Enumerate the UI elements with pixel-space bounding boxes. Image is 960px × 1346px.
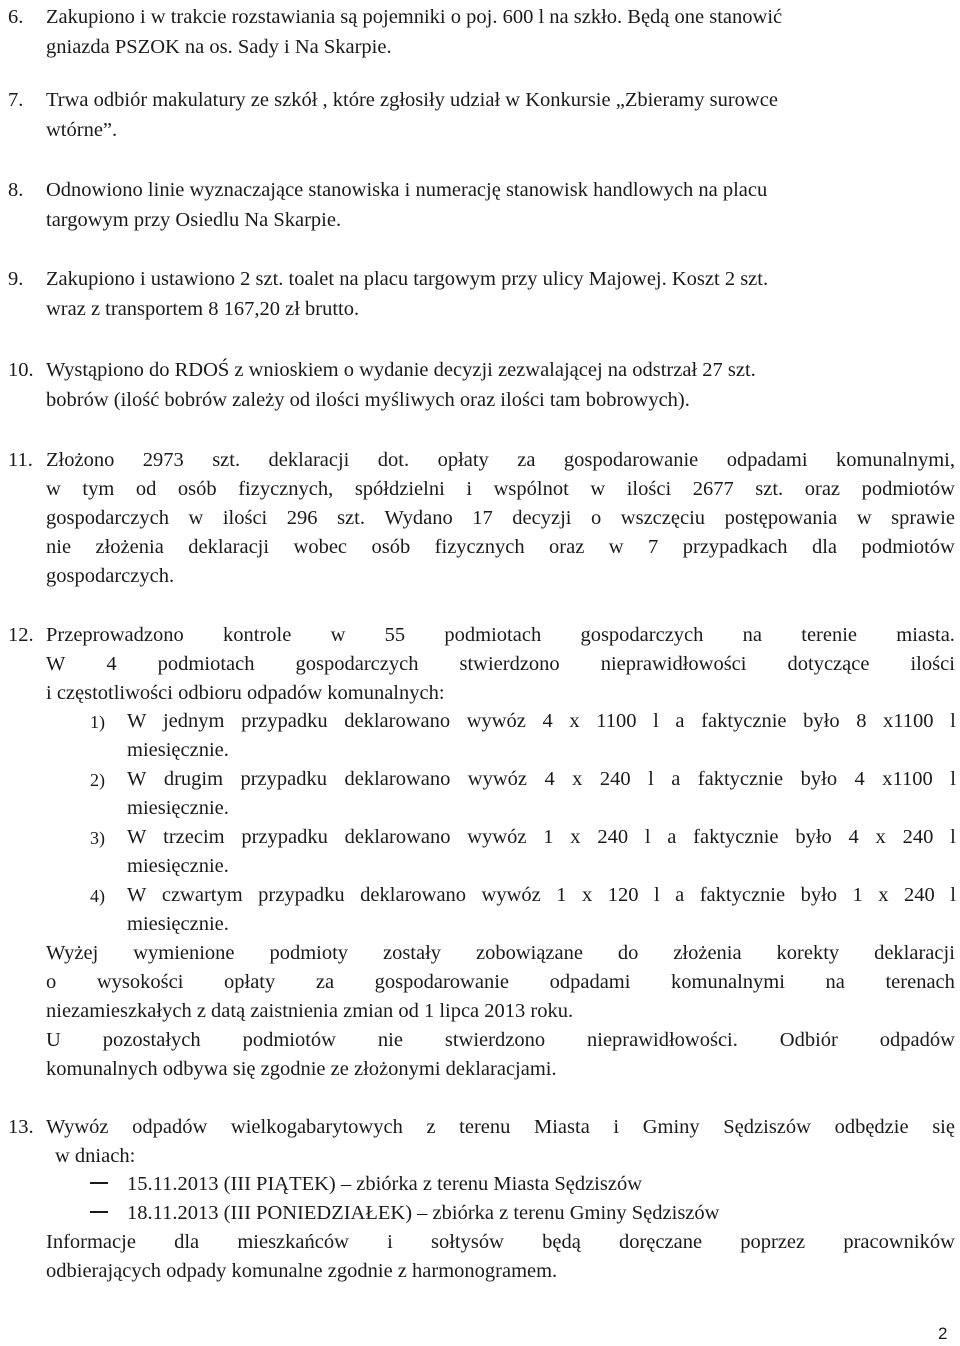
item-line-justified: o wysokości opłaty za gospodarowanie odpadami komunalnymi na terenach: [46, 971, 955, 993]
sub-line: miesięcznie.: [127, 797, 229, 819]
item-line-justified: gospodarczych w ilości 296 szt. Wydano 17 decyzji o wszczęciu postępowania w sprawie: [46, 507, 955, 529]
item-number: 8.: [8, 179, 24, 201]
item-line: Wystąpiono do RDOŚ z wnioskiem o wydanie decyzji zezwalającej na odstrzał 27 szt.: [46, 359, 756, 381]
sub-line: miesięcznie.: [127, 739, 229, 761]
date-line: 18.11.2013 (III PONIEDZIAŁEK) – zbiórka z terenu Gminy Sędziszów: [127, 1202, 720, 1224]
item-line: bobrów (ilość bobrów zależy od ilości myśliwych oraz ilości tam bobrowych).: [46, 389, 690, 411]
item-line: niezamieszkałych z datą zaistnienia zmian od 1 lipca 2013 roku.: [46, 1000, 574, 1022]
sub-line-justified: W drugim przypadku deklarowano wywóz 4 x 240 l a faktycznie było 4 x1100 l: [127, 768, 956, 790]
item-line: komunalnych odbywa się zgodnie ze złożonymi deklaracjami.: [46, 1058, 557, 1080]
item-number: 13.: [8, 1116, 34, 1138]
sub-number: 1): [90, 712, 105, 732]
item-number: 10.: [8, 359, 34, 381]
item-number: 6.: [8, 6, 24, 28]
sub-number: 2): [90, 770, 105, 790]
item-line-justified: Wywóz odpadów wielkogabarytowych z terenu Miasta i Gminy Sędziszów odbędzie się: [46, 1116, 955, 1138]
item-line-justified: U pozostałych podmiotów nie stwierdzono nieprawidłowości. Odbiór odpadów: [46, 1029, 955, 1051]
item-line: i częstotliwości odbioru odpadów komunalnych:: [46, 682, 445, 704]
item-number: 11.: [8, 449, 33, 471]
item-line: gniazda PSZOK na os. Sady i Na Skarpie.: [46, 36, 392, 58]
item-line: w dniach:: [55, 1145, 136, 1167]
sub-number: 3): [90, 828, 105, 848]
item-number: 9.: [8, 268, 24, 290]
item-line: Zakupiono i ustawiono 2 szt. toalet na placu targowym przy ulicy Majowej. Koszt 2 szt.: [46, 268, 769, 290]
sub-line-justified: W trzecim przypadku deklarowano wywóz 1 x 240 l a faktycznie było 4 x 240 l: [127, 826, 956, 848]
item-line: Trwa odbiór makulatury ze szkół , które zgłosiły udział w Konkursie „Zbieramy surowce: [46, 89, 778, 111]
item-line-justified: Informacje dla mieszkańców i sołtysów będą doręczane poprzez pracowników: [46, 1231, 955, 1253]
dash-bullet: [90, 1182, 108, 1184]
item-line-justified: Wyżej wymienione podmioty zostały zobowiązane do złożenia korekty deklaracji: [46, 942, 955, 964]
item-line: wraz z transportem 8 167,20 zł brutto.: [46, 298, 360, 320]
item-line: gospodarczych.: [46, 565, 175, 587]
sub-line: miesięcznie.: [127, 913, 229, 935]
sub-line: miesięcznie.: [127, 855, 229, 877]
item-number: 7.: [8, 89, 24, 111]
sub-line-justified: W jednym przypadku deklarowano wywóz 4 x 1100 l a faktycznie było 8 x1100 l: [127, 710, 956, 732]
item-line: Zakupiono i w trakcie rozstawiania są pojemniki o poj. 600 l na szkło. Będą one stanowić: [46, 6, 783, 28]
item-line-justified: W 4 podmiotach gospodarczych stwierdzono nieprawidłowości dotyczące ilości: [46, 653, 955, 675]
item-number: 12.: [8, 624, 34, 646]
item-line-justified: w tym od osób fizycznych, spółdzielni i wspólnot w ilości 2677 szt. oraz podmiotów: [46, 478, 955, 500]
date-line: 15.11.2013 (III PIĄTEK) – zbiórka z terenu Miasta Sędziszów: [127, 1173, 643, 1195]
item-line: Odnowiono linie wyznaczające stanowiska i numerację stanowisk handlowych na placu: [46, 179, 768, 201]
page-number: 2: [938, 1324, 948, 1343]
item-line-justified: nie złożenia deklaracji wobec osób fizycznych oraz w 7 przypadkach dla podmiotów: [46, 536, 955, 558]
item-line: odbierających odpady komunalne zgodnie z harmonogramem.: [46, 1260, 558, 1282]
item-line: wtórne”.: [46, 119, 118, 141]
dash-bullet: [90, 1211, 108, 1213]
sub-line-justified: W czwartym przypadku deklarowano wywóz 1 x 120 l a faktycznie było 1 x 240 l: [127, 884, 956, 906]
sub-number: 4): [90, 886, 105, 906]
item-line: targowym przy Osiedlu Na Skarpie.: [46, 209, 342, 231]
item-line-justified: Przeprowadzono kontrole w 55 podmiotach gospodarczych na terenie miasta.: [46, 624, 955, 646]
item-line-justified: Złożono 2973 szt. deklaracji dot. opłaty za gospodarowanie odpadami komunalnymi,: [46, 449, 955, 471]
